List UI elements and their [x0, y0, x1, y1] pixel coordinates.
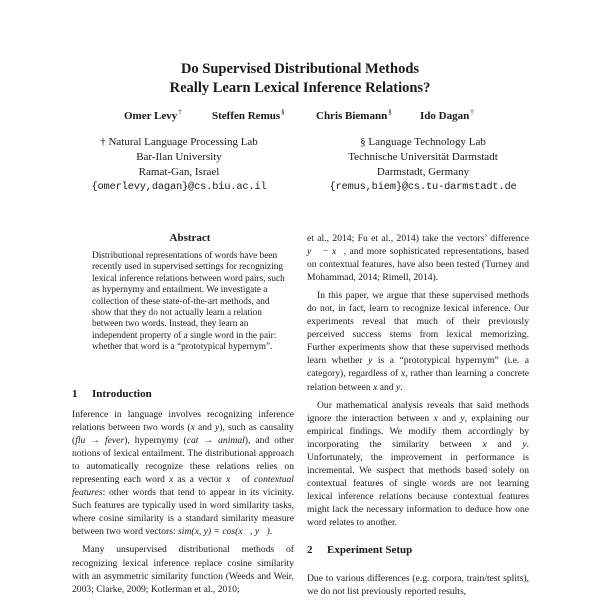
abstract-text: Distributional representations of words have been recently used in supervised settings for recognizing lexical inference relations between word pairs, such as hypernymy and entailment. We investigate a collection of these state-of-the-art methods, and show that they do not actually learn a relation between two words. Instead, they learn an independent property of a single word in the pair: whether that word is a “prototypical hypernym”.	[92, 251, 285, 353]
paper-title	[0, 60, 600, 98]
author-1: Omer Levy†	[124, 108, 182, 122]
affiliation-right-location: Darmstadt, Germany	[376, 166, 470, 178]
affiliation-left-lab: † Natural Language Processing Lab	[100, 136, 258, 148]
section-1-heading: 1 Introduction	[72, 388, 152, 400]
setup-paragraph-1: Due to various differences (e.g. corpora, train/test splits), we do not list previously reported results,	[307, 573, 529, 598]
affiliation-right	[300, 135, 546, 195]
math-analysis-paragraph: Our mathematical analysis reveals that said methods ignore the interaction between x and y, explaining our empirical findings. We modify them accordingly by incorporating the similarity between x and y. Unfortunately, the improvement in performance is incremental. We suspect that methods based solely on contextual features of single words are not learning lexical inference relations because contextual features might lack the necessary information to deduce how one word relates to another.	[307, 399, 530, 528]
left-column	[72, 408, 294, 596]
title-line-1: Do Supervised Distributional Methods	[180, 61, 420, 77]
affiliation-left-university: Bar-Ilan University	[136, 151, 222, 163]
intro-paragraph-1: Inference in language involves recognizing inference relations between two words (x and y), such as causality (flu → fever), hypernymy (cat → animal), and other notions of lexical entailment. The distributional approach to automatically recognize these relations relies on representing each word x as a vector x⃗ of contextual features: other words that tend to appear in its vicinity. Such features are typically used in word similarity tasks, where cosine similarity is a standard similarity measure between two word vectors: sim(x, y) = cos(x⃗, y⃗).	[72, 409, 294, 538]
title-line-2: Really Learn Lexical Inference Relations?	[169, 80, 431, 96]
author-3: Chris Biemann§	[316, 108, 392, 122]
section-2-body	[307, 572, 529, 598]
section-2-heading: 2 Experiment Setup	[307, 544, 413, 556]
affiliation-left-location: Ramat-Gan, Israel	[138, 166, 220, 178]
abstract-body	[92, 251, 288, 354]
right-column	[307, 232, 529, 529]
author-4: Ido Dagan†	[420, 108, 474, 122]
author-2: Steffen Remus§	[212, 108, 285, 122]
right-continuation-paragraph: et al., 2014; Fu et al., 2014) take the vectors’ difference y⃗ − x⃗, and more sophisticated representations, based on contextual features, have also been tested (Turney and Mohammad, 2014; Rimell, 2014).	[307, 233, 529, 284]
abstract-heading: Abstract	[169, 232, 211, 244]
intro-paragraph-2: Many unsupervised distributional methods of recognizing lexical inference replace cosine similarity with an asymmetric similarity function (Weeds and Weir, 2003; Clarke, 2009; Kotlerman et al., 2010;	[72, 544, 294, 595]
affiliation-left-email: {omerlevy,dagan}@cs.biu.ac.il	[91, 181, 267, 193]
this-paper-paragraph: In this paper, we argue that these supervised methods do not, in fact, learn to recognize lexical inference. Our experiments reveal that much of their previously perceived success stems from lexical memorizing. Further experiments show that these supervised methods learn whether y is a “prototypical hypernym” (i.e. a category), regardless of x, rather than learning a concrete relation between x and y.	[307, 290, 529, 393]
affiliation-right-lab: § Language Technology Lab	[360, 136, 486, 148]
affiliation-left	[60, 135, 298, 195]
affiliation-right-university: Technische Universität Darmstadt	[348, 151, 498, 163]
affiliation-right-email: {remus,biem}@cs.tu-darmstadt.de	[329, 181, 517, 193]
